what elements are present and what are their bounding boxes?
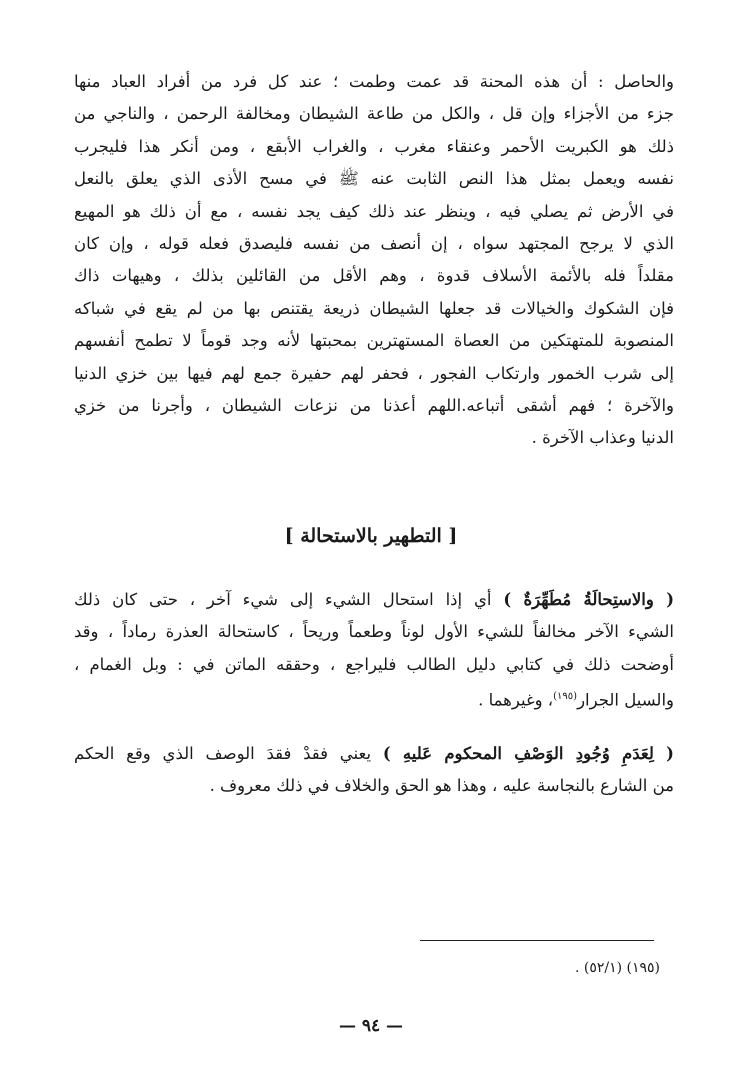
heading-bracket-open: [ <box>448 525 458 547</box>
text-line: أوضحت ذلك في كتابي دليل الطالب فليراجع ، وحققه الماتن في : وبل الغمام ، <box>74 654 674 674</box>
page-number: — ٩٤ — <box>338 1016 404 1036</box>
commentary-text: والسيل الجرار <box>577 690 674 710</box>
text-line: فإن الشكوك والخيالات قد جعلها الشيطان ذريعة يقتنص بها من لم يقع في شباكه <box>74 298 674 318</box>
text-line: الشيء الآخر مخالفاً للشيء الأول لوناً وطعماً وريحاً ، كاستحالة العذرة رماداً ، وقد <box>74 622 674 642</box>
heading-bracket-close: ] <box>284 525 294 547</box>
text-line: والحاصل : أن هذه المحنة قد عمت وطمت ؛ عند كل فرد من أفراد العباد منها <box>74 72 674 91</box>
paragraph-conclusion <box>74 66 674 455</box>
commentary-text: ، وغيرهما . <box>478 690 554 710</box>
text-line: نفسه ويعمل بمثل هذا النص الثابت عنه ﷺ في مسح الأذى الذي يعلق بالنعل <box>74 169 674 189</box>
footnote: (١٩٥) (٥٢/١) . <box>574 960 660 976</box>
paragraph-reason <box>74 738 674 803</box>
commentary-text: أي إذا استحال الشيء إلى شيء آخر ، حتى كان ذلك <box>74 590 504 609</box>
text-line: من الشارع بالنجاسة عليه ، وهذا هو الحق والخلاف في ذلك معروف . <box>209 776 674 796</box>
text-line: والآخرة ؛ فهم أشقى أتباعه.اللهم أعذنا من نزعات الشيطان ، وأجرنا من خزي <box>74 395 674 415</box>
matn-text: ( لِعَدَمِ وُجُودِ الوَصْفِ المحكوم عَليهِ ) <box>382 744 674 763</box>
text-line: ذلك هو الكبريت الأحمر وعنقاء مغرب ، والغراب الأبقع ، ومن أنكر هذا فليجرب <box>74 136 674 156</box>
text-line: في الأرض ثم يصلي فيه ، وينظر عند ذلك كيف يجد نفسه ، مع أن ذلك هو المهيع <box>74 201 674 221</box>
text-line: الذي لا يرجح المجتهد سواه ، إن أنصف من نفسه فليصدق فعله قوله ، وإن كان <box>74 233 674 253</box>
footnote-reference: (١٩٥) <box>553 691 578 703</box>
commentary-text: يعني فقدْ فقدَ الوصف الذي وقع الحكم <box>74 744 383 763</box>
text-line: مقلداً فله بالأئمة الأسلاف قدوة ، وهم الأقل من القائلين بذلك ، وهيهات ذاك <box>74 266 674 286</box>
paragraph-istihala <box>74 584 674 714</box>
section-heading <box>0 520 742 552</box>
text-line: المنصوبة للمتهتكين من العصاة المستهترين بمحبتها لأنه وجد قوماً لا تطمح أنفسهم <box>74 331 674 351</box>
heading-title: التطهير بالاستحالة <box>300 525 442 547</box>
text-line <box>74 681 674 713</box>
text-line: إلى شرب الخمور وارتكاب الفجور ، فحفر لهم حفيرة جمع لهم فيها بين خزي الدنيا <box>74 363 674 383</box>
text-line <box>74 738 674 770</box>
text-line <box>74 584 674 616</box>
text-line: جزء من الأجزاء وإن قل ، والكل من طاعة الشيطان ومخالفة الرحمن ، والناجي من <box>74 104 674 124</box>
text-line: الدنيا وعذاب الآخرة . <box>531 428 674 448</box>
footnote-divider <box>420 940 654 941</box>
matn-text: ( والاستِحالَةُ مُطَهِّرَةٌ ) <box>503 590 674 609</box>
